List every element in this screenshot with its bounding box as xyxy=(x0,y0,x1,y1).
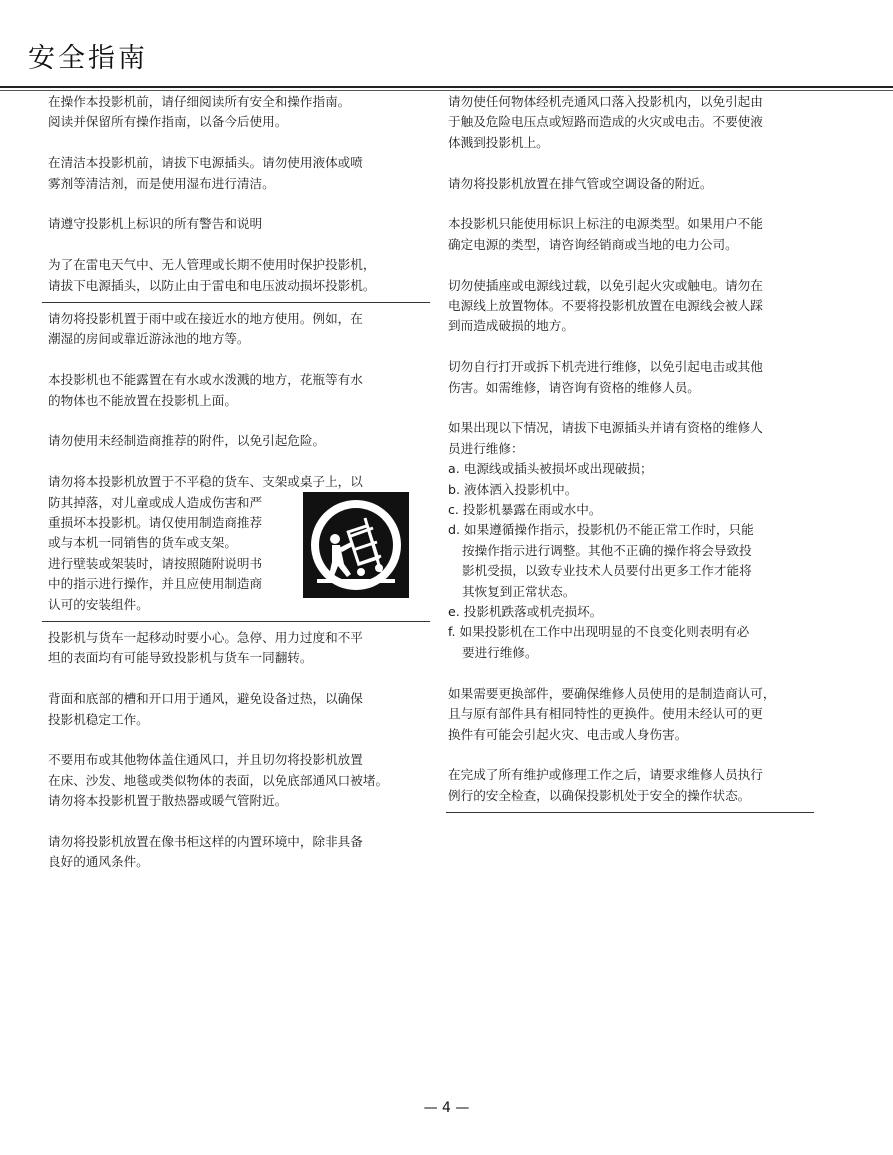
text-line: 认可的安装组件。 xyxy=(48,596,149,612)
text-line: 且与原有部件具有相同特性的更换件。使用未经认可的更 xyxy=(448,706,763,722)
text-line: 雾剂等清洁剂，而是使用湿布进行清洁。 xyxy=(48,175,275,191)
text-line: 员进行维修： xyxy=(448,440,524,456)
header-rule-thin xyxy=(0,90,893,91)
section-cover-vents xyxy=(48,750,430,811)
text-line: 防其掉落，对儿童或成人造成伤害和严 xyxy=(48,494,263,510)
section-warnings xyxy=(48,214,430,234)
text-line: 或与本机一同销售的货车或支架。 xyxy=(48,535,237,551)
text-line: 请勿将本投影机放置于不平稳的货车、支架或桌子上，以 xyxy=(48,474,363,490)
cart-tip-warning-icon xyxy=(303,492,409,598)
text-line: 在清洁本投影机前，请拔下电源插头。请勿使用液体或喷 xyxy=(48,155,363,171)
text-line: 重损坏本投影机。请仅使用制造商推荐 xyxy=(48,515,263,531)
section-divider xyxy=(42,621,430,622)
text-line: 伤害。如需维修，请咨询有资格的维修人员。 xyxy=(448,379,700,395)
list-item: d. 如果遵循操作指示，投影机仍不能正常工作时，只能 xyxy=(448,522,754,538)
text-line: 电源线上放置物体。不要将投影机放置在电源线会被人踩 xyxy=(448,298,763,314)
text-line: 阅读并保留所有操作指南，以备今后使用。 xyxy=(48,114,288,130)
section-replacement-parts xyxy=(448,684,816,745)
text-line: 确定电源的类型，请咨询经销商或当地的电力公司。 xyxy=(448,236,738,252)
text-line: 在完成了所有维护或修理工作之后，请要求维修人员执行 xyxy=(448,767,763,783)
text-line: 请勿将投影机放置在像书柜这样的内置环境中，除非具备 xyxy=(48,834,363,850)
text-line: 如果需要更换部件，要确保维修人员使用的是制造商认可， xyxy=(448,685,776,701)
text-line: 坦的表面均有可能导致投影机与货车一同翻转。 xyxy=(48,650,313,666)
list-item: c. 投影机暴露在雨或水中。 xyxy=(448,502,602,518)
text-line: 请遵守投影机上标识的所有警告和说明 xyxy=(48,216,263,232)
text-line: 在操作本投影机前，请仔细阅读所有安全和操作指南。 xyxy=(48,94,351,109)
section-read-instructions xyxy=(48,92,430,133)
text-line: 本投影机也不能露置在有水或水泼溅的地方，花瓶等有水 xyxy=(48,372,363,388)
text-line: 进行壁装或架装时，请按照随附说明书 xyxy=(48,555,263,571)
section-exhaust xyxy=(448,174,816,194)
section-cleaning xyxy=(48,153,430,194)
section-moving xyxy=(48,628,430,669)
text-line: 于触及危险电压点或短路而造成的火灾或电击。不要使液 xyxy=(448,114,763,130)
list-item-cont: 要进行维修。 xyxy=(462,644,538,660)
section-lightning xyxy=(48,255,430,296)
section-unplug-conditions xyxy=(448,418,816,663)
section-divider xyxy=(42,302,430,303)
text-line: 体溅到投影机上。 xyxy=(448,134,549,150)
section-cart-stand xyxy=(48,472,430,615)
section-safety-check xyxy=(448,765,816,806)
text-line: 的物体也不能放置在投影机上面。 xyxy=(48,392,237,408)
section-accessories xyxy=(48,431,430,451)
text-line: 切勿使插座或电源线过载，以免引起火灾或触电。请勿在 xyxy=(448,277,763,293)
text-line: 切勿自行打开或拆下机壳进行维修，以免引起电击或其他 xyxy=(448,359,763,375)
page-title: 安全指南 xyxy=(28,43,148,74)
section-built-in xyxy=(48,832,430,873)
text-line: 潮湿的房间或靠近游泳池的地方等。 xyxy=(48,331,250,347)
right-column xyxy=(448,92,816,819)
text-line: 请勿将投影机放置在排气管或空调设备的附近。 xyxy=(448,175,713,191)
text-line: 为了在雷电天气中、无人管理或长期不使用时保护投影机， xyxy=(48,257,376,273)
text-line: 投影机与货车一起移动时要小心。急停、用力过度和不平 xyxy=(48,630,363,646)
list-item: b. 液体洒入投影机中。 xyxy=(448,481,578,497)
section-objects xyxy=(448,92,816,153)
section-overload xyxy=(448,276,816,337)
list-item-cont: 按操作指示进行调整。其他不正确的操作将会导致投 xyxy=(462,542,752,558)
text-line: 请勿使任何物体经机壳通风口落入投影机内，以免引起由 xyxy=(448,94,763,109)
text-line: 不要用布或其他物体盖住通风口，并且切勿将投影机放置 xyxy=(48,752,363,768)
list-item: f. 如果投影机在工作中出现明显的不良变化则表明有必 xyxy=(448,624,750,640)
text-line: 请勿使用未经制造商推荐的附件，以免引起危险。 xyxy=(48,433,326,449)
list-item-cont: 其恢复到正常状态。 xyxy=(462,583,576,599)
text-line: 换件有可能会引起火灾、电击或人身伤害。 xyxy=(448,726,688,742)
text-line: 中的指示进行操作，并且应使用制造商 xyxy=(48,576,263,592)
text-line: 如果出现以下情况，请拔下电源插头并请有资格的维修人 xyxy=(448,420,763,436)
list-item: a. 电源线或插头被损坏或出现破损； xyxy=(448,461,653,477)
text-line: 投影机稳定工作。 xyxy=(48,711,149,727)
page-number: — 4 — xyxy=(423,1100,470,1116)
left-column xyxy=(48,92,430,873)
text-line: 在床、沙发、地毯或类似物体的表面，以免底部通风口被堵。 xyxy=(48,772,389,788)
section-splash xyxy=(48,370,430,411)
list-item-cont: 影机受损，以致专业技术人员要付出更多工作才能将 xyxy=(462,563,752,579)
text-line: 例行的安全检查，以确保投影机处于安全的操作状态。 xyxy=(448,787,751,803)
text-line: 请勿将投影机置于雨中或在接近水的地方使用。例如，在 xyxy=(48,311,363,327)
text-line: 到而造成破损的地方。 xyxy=(448,318,574,334)
section-divider xyxy=(446,812,814,813)
text-line: 良好的通风条件。 xyxy=(48,854,149,870)
header-rule xyxy=(0,86,893,88)
text-line: 请拔下电源插头，以防止由于雷电和电压波动损坏投影机。 xyxy=(48,277,376,293)
section-water xyxy=(48,309,430,350)
section-servicing xyxy=(448,357,816,398)
text-line: 请勿将本投影机置于散热器或暖气管附近。 xyxy=(48,793,288,809)
list-item: e. 投影机跌落或机壳损坏。 xyxy=(448,604,603,620)
section-ventilation xyxy=(48,689,430,730)
section-power-type xyxy=(448,214,816,255)
text-line: 本投影机只能使用标识上标注的电源类型。如果用户不能 xyxy=(448,216,763,232)
text-line: 背面和底部的槽和开口用于通风，避免设备过热，以确保 xyxy=(48,691,363,707)
